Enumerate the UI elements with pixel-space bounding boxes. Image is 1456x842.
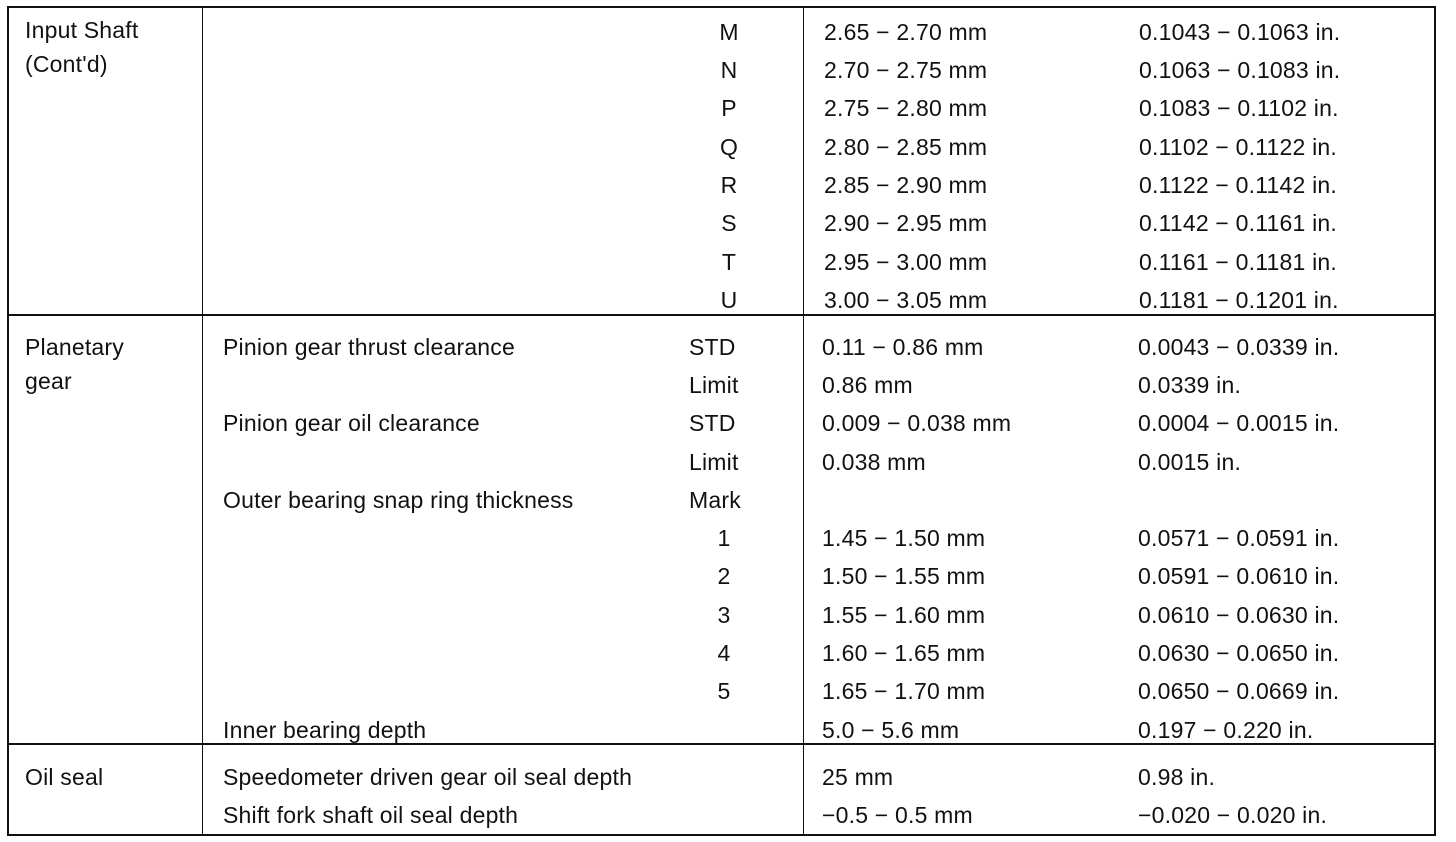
mark-code: 2 <box>717 563 731 589</box>
imperial-value: 0.0610 − 0.0630 in. <box>1138 602 1340 628</box>
imperial-value: 0.0571 − 0.0591 in. <box>1138 525 1340 551</box>
metric-value: 2.85 − 2.90 mm <box>824 172 988 198</box>
metric-value: 1.55 − 1.60 mm <box>822 602 986 628</box>
imperial-value: 0.1122 − 0.1142 in. <box>1139 172 1337 198</box>
mark-code: N <box>720 57 738 83</box>
section-divider <box>9 743 1434 745</box>
item-label: Pinion gear thrust clearance <box>223 334 515 360</box>
item-label: Pinion gear oil clearance <box>223 410 480 436</box>
mark-code: S <box>721 210 737 236</box>
metric-value: 2.80 − 2.85 mm <box>824 134 988 160</box>
qualifier-label: Mark <box>689 487 741 513</box>
imperial-value: 0.1063 − 0.1083 in. <box>1139 57 1341 83</box>
category-label: Planetary <box>25 334 124 360</box>
item-label: Inner bearing depth <box>223 717 427 743</box>
metric-value: 3.00 − 3.05 mm <box>824 287 988 313</box>
column-divider-category <box>202 8 203 834</box>
mark-code: Q <box>719 134 739 160</box>
imperial-value: 0.0650 − 0.0669 in. <box>1138 678 1340 704</box>
imperial-value: 0.1142 − 0.1161 in. <box>1139 210 1337 236</box>
metric-value: 2.75 − 2.80 mm <box>824 95 988 121</box>
metric-value: 0.11 − 0.86 mm <box>822 334 984 360</box>
qualifier-label: STD <box>689 410 736 436</box>
mark-code: 1 <box>717 525 731 551</box>
imperial-value: 0.1102 − 0.1122 in. <box>1139 134 1337 160</box>
imperial-value: 0.1181 − 0.1201 in. <box>1139 287 1339 313</box>
metric-value: 1.60 − 1.65 mm <box>822 640 986 666</box>
mark-code: 3 <box>717 602 731 628</box>
category-label: Input Shaft <box>25 17 139 43</box>
metric-value: 0.038 mm <box>822 449 926 475</box>
qualifier-label: STD <box>689 334 736 360</box>
imperial-value: 0.0630 − 0.0650 in. <box>1138 640 1340 666</box>
metric-value: 25 mm <box>822 764 894 790</box>
imperial-value: 0.1083 − 0.1102 in. <box>1139 95 1339 121</box>
mark-code: M <box>719 19 739 45</box>
imperial-value: 0.0004 − 0.0015 in. <box>1138 410 1340 436</box>
metric-value: 0.86 mm <box>822 372 913 398</box>
imperial-value: 0.98 in. <box>1138 764 1216 790</box>
metric-value: 2.65 − 2.70 mm <box>824 19 988 45</box>
metric-value: 0.009 − 0.038 mm <box>822 410 1012 436</box>
item-label: Shift fork shaft oil seal depth <box>223 802 519 828</box>
imperial-value: 0.0591 − 0.0610 in. <box>1138 563 1340 589</box>
metric-value: 1.50 − 1.55 mm <box>822 563 986 589</box>
metric-value: 2.70 − 2.75 mm <box>824 57 988 83</box>
category-label: gear <box>25 368 72 394</box>
mark-code: U <box>720 287 738 313</box>
imperial-value: 0.0339 in. <box>1138 372 1242 398</box>
metric-value: −0.5 − 0.5 mm <box>822 802 973 828</box>
metric-value: 2.90 − 2.95 mm <box>824 210 988 236</box>
item-label: Outer bearing snap ring thickness <box>223 487 574 513</box>
metric-value: 1.65 − 1.70 mm <box>822 678 986 704</box>
metric-value: 5.0 − 5.6 mm <box>822 717 960 743</box>
mark-code: T <box>721 249 737 275</box>
column-divider-values <box>803 8 804 834</box>
mark-code: P <box>721 95 737 121</box>
imperial-value: 0.0015 in. <box>1138 449 1242 475</box>
mark-code: 4 <box>717 640 731 666</box>
item-label: Speedometer driven gear oil seal depth <box>223 764 633 790</box>
category-label: Oil seal <box>25 764 104 790</box>
qualifier-label: Limit <box>689 449 739 475</box>
category-label: (Cont'd) <box>25 51 108 77</box>
mark-code: 5 <box>717 678 731 704</box>
metric-value: 1.45 − 1.50 mm <box>822 525 986 551</box>
imperial-value: 0.1161 − 0.1181 in. <box>1139 249 1337 275</box>
imperial-value: 0.197 − 0.220 in. <box>1138 717 1314 743</box>
imperial-value: 0.0043 − 0.0339 in. <box>1138 334 1340 360</box>
section-divider <box>9 314 1434 316</box>
metric-value: 2.95 − 3.00 mm <box>824 249 988 275</box>
spec-table <box>7 6 1436 836</box>
imperial-value: 0.1043 − 0.1063 in. <box>1139 19 1341 45</box>
mark-code: R <box>720 172 738 198</box>
qualifier-label: Limit <box>689 372 739 398</box>
imperial-value: −0.020 − 0.020 in. <box>1138 802 1328 828</box>
